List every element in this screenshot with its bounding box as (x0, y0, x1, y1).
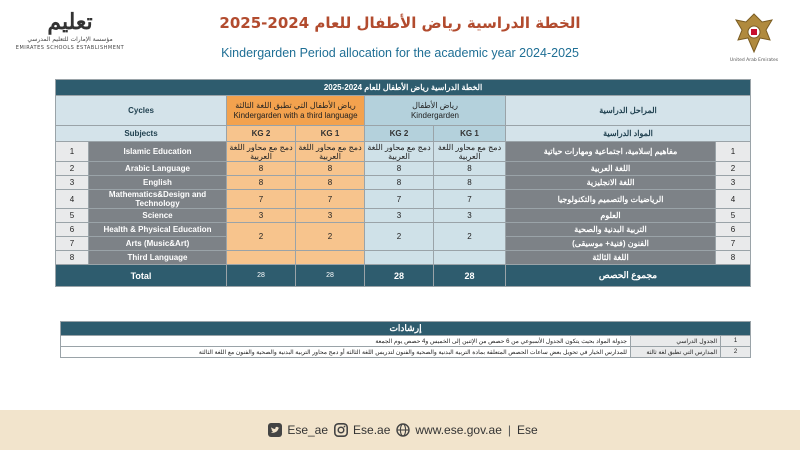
period-cell: 8 (296, 162, 365, 176)
page-title-arabic: الخطة الدراسية رياض الأطفال للعام 2024-2025 (219, 14, 581, 32)
period-cell: 2 (365, 223, 434, 251)
website-link[interactable]: www.ese.gov.ae (415, 423, 502, 437)
period-cell: دمج مع محاور اللغة العربية (227, 142, 296, 162)
period-cell: دمج مع محاور اللغة العربية (434, 142, 506, 162)
row-number: 2 (56, 162, 89, 176)
cycles-label: Cycles (56, 96, 227, 126)
kindergarden-group-en: Kindergarden (410, 110, 460, 120)
table-row (56, 142, 751, 162)
cycles-row (56, 96, 751, 126)
row-number: 6 (716, 223, 751, 237)
subjects-header-row (56, 126, 751, 142)
instagram-link[interactable]: Ese.ae (353, 423, 391, 437)
period-cell: دمج مع محاور اللغة العربية (365, 142, 434, 162)
row-number: 2 (716, 162, 751, 176)
falcon-emblem-icon (732, 10, 776, 58)
period-cell (227, 251, 296, 265)
subject-ar: اللغة العربية (506, 162, 716, 176)
period-cell: 8 (227, 162, 296, 176)
period-cell: 7 (296, 190, 365, 209)
guidelines-table (60, 321, 751, 358)
period-cell: 3 (227, 209, 296, 223)
third-language-group-en: Kindergarden with a third language (233, 110, 358, 120)
period-cell (296, 251, 365, 265)
period-cell: 8 (434, 176, 506, 190)
kg2-third-header: KG 2 (227, 126, 296, 142)
table-row (56, 223, 751, 237)
third-language-group-header (227, 96, 365, 126)
footer-separator: | (507, 423, 511, 437)
guideline-row (61, 336, 751, 347)
table-row (56, 176, 751, 190)
subject-en: Arabic Language (89, 162, 227, 176)
period-cell: 3 (296, 209, 365, 223)
twitter-icon (268, 423, 282, 437)
subject-en: Arts (Music&Art) (89, 237, 227, 251)
table-row (56, 251, 751, 265)
subject-en: English (89, 176, 227, 190)
period-cell: 8 (365, 176, 434, 190)
row-number: 1 (716, 142, 751, 162)
period-cell: 7 (365, 190, 434, 209)
kindergarden-group-header (365, 96, 506, 126)
row-number: 4 (56, 190, 89, 209)
guidelines-title: إرشادات (61, 322, 751, 336)
subjects-label-ar: المواد الدراسية (506, 126, 751, 142)
guideline-label: الجدول الدراسي (631, 336, 721, 347)
row-number: 8 (56, 251, 89, 265)
guideline-text: للمدارس الخيار في تحويل بعض ساعات الحصص المتعلقة بمادة التربية البدنية والصحية والفنون لتدريس اللغة الثالثة أو دمج محاور التربية البدنية والصحية والفنون مع اللغة الثالثة (61, 347, 631, 358)
period-cell: 8 (227, 176, 296, 190)
kg1-header: KG 1 (434, 126, 506, 142)
row-number: 6 (56, 223, 89, 237)
website-suffix: Ese (517, 423, 538, 437)
subject-en: Islamic Education (89, 142, 227, 162)
period-cell: 7 (434, 190, 506, 209)
row-number: 7 (56, 237, 89, 251)
kindergarden-group-ar: رياض الأطفال (412, 100, 458, 110)
subject-en: Health & Physical Education (89, 223, 227, 237)
period-cell: دمج مع محاور اللغة العربية (296, 142, 365, 162)
subject-ar: الرياضيات والتصميم والتكنولوجيا (506, 190, 716, 209)
page-title-english: Kindergarden Period allocation for the academic year 2024-2025 (221, 46, 579, 60)
third-language-group-ar: رياض الأطفال التي تطبق اللغة الثالثة (235, 100, 356, 110)
instagram-icon (334, 423, 348, 437)
guideline-number: 2 (721, 347, 751, 358)
kg1-third-header: KG 1 (296, 126, 365, 142)
table-title-row (56, 80, 751, 96)
globe-icon (396, 423, 410, 437)
period-cell: 8 (434, 162, 506, 176)
row-number: 3 (56, 176, 89, 190)
subject-ar: اللغة الانجليزية (506, 176, 716, 190)
subject-en: Science (89, 209, 227, 223)
total-cell: 28 (296, 265, 365, 287)
period-cell: 3 (365, 209, 434, 223)
stages-label-ar: المراحل الدراسية (506, 96, 751, 126)
period-cell: 2 (296, 223, 365, 251)
row-number: 1 (56, 142, 89, 162)
period-cell: 2 (434, 223, 506, 251)
total-cell: 28 (365, 265, 434, 287)
subject-en: Mathematics&Design and Technology (89, 190, 227, 209)
subject-ar: اللغة الثالثة (506, 251, 716, 265)
period-cell: 3 (434, 209, 506, 223)
table-row (56, 190, 751, 209)
row-number: 3 (716, 176, 751, 190)
table-row (56, 209, 751, 223)
ese-logo-english-name: EMIRATES SCHOOLS ESTABLISHMENT (15, 45, 125, 51)
subject-en: Third Language (89, 251, 227, 265)
subject-ar: العلوم (506, 209, 716, 223)
subject-ar: الفنون (فنية+ موسيقى) (506, 237, 716, 251)
uae-emblem-caption: United Arab Emirates (729, 58, 779, 63)
guideline-number: 1 (721, 336, 751, 347)
table-title: الخطة الدراسية رياض الأطفال للعام 2024-2025 (56, 80, 751, 96)
kg2-header: KG 2 (365, 126, 434, 142)
period-cell: 2 (227, 223, 296, 251)
row-number: 5 (716, 209, 751, 223)
footer-bar (0, 410, 800, 450)
period-cell (434, 251, 506, 265)
uae-emblem (724, 10, 784, 70)
guideline-row (61, 347, 751, 358)
guideline-text: جدولة المواد بحيث يتكون الجدول الأسبوعي من 6 حصص من الإثنين إلى الخميس و4 حصص يوم الجمعة (61, 336, 631, 347)
table-row (56, 162, 751, 176)
ese-logo-mark: تعليم (47, 9, 93, 35)
ese-logo-arabic-name: مؤسسة الإمارات للتعليم المدرسي (27, 36, 113, 43)
total-row (56, 265, 751, 287)
total-label-ar: مجموع الحصص (506, 265, 751, 287)
row-number: 4 (716, 190, 751, 209)
guidelines-title-row (61, 322, 751, 336)
period-cell: 8 (365, 162, 434, 176)
row-number: 7 (716, 237, 751, 251)
subjects-label: Subjects (56, 126, 227, 142)
subject-ar: التربية البدنية والصحية (506, 223, 716, 237)
period-cell: 8 (296, 176, 365, 190)
subject-ar: مفاهيم إسلامية، اجتماعية ومهارات حياتية (506, 142, 716, 162)
total-cell: 28 (227, 265, 296, 287)
period-cell: 7 (227, 190, 296, 209)
row-number: 8 (716, 251, 751, 265)
row-number: 5 (56, 209, 89, 223)
twitter-link[interactable]: Ese_ae (287, 423, 329, 437)
guideline-label: المدارس التي تطبق لغة ثالثة (631, 347, 721, 358)
total-cell: 28 (434, 265, 506, 287)
total-label: Total (56, 265, 227, 287)
period-allocation-table (55, 79, 751, 287)
ese-logo (10, 8, 130, 70)
period-cell (365, 251, 434, 265)
